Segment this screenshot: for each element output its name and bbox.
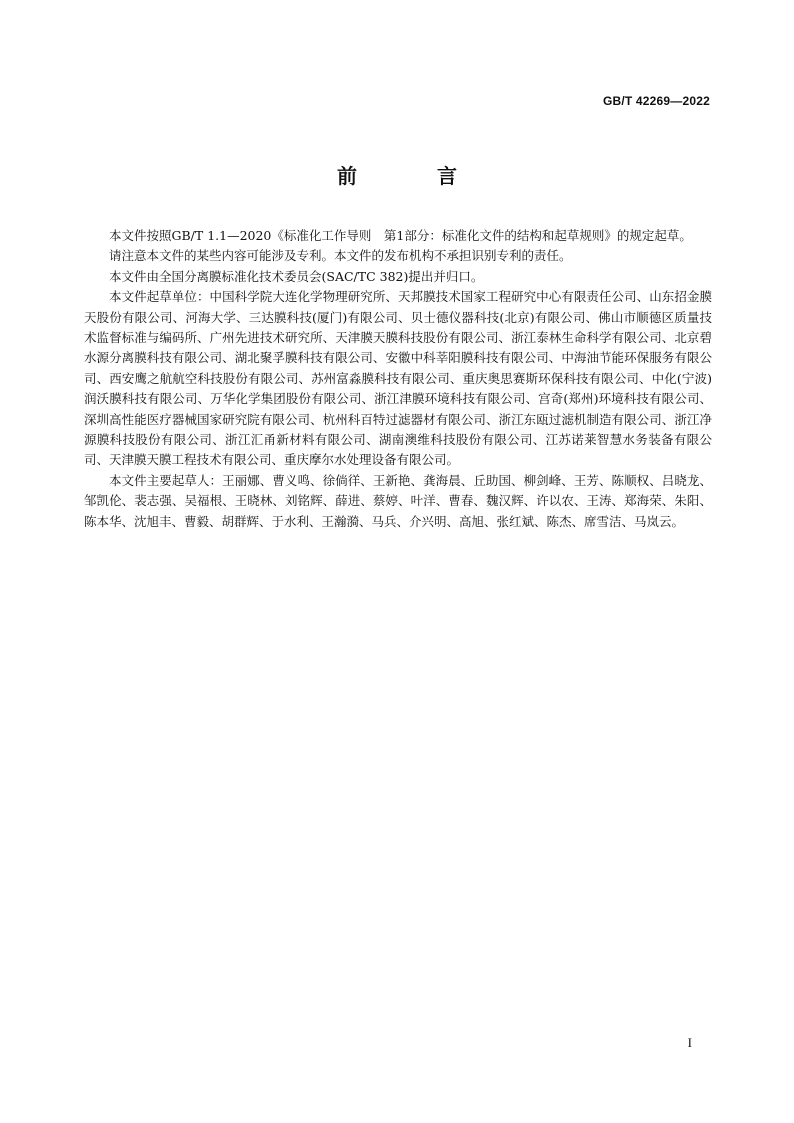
paragraph-drafting-rules: 本文件按照GB/T 1.1—2020《标准化工作导则 第1部分：标准化文件的结构和起草规则》的规定起草。: [109, 228, 692, 243]
paragraph-proposer: 本文件由全国分离膜标准化技术委员会(SAC/TC 382)提出并归口。: [109, 268, 484, 284]
paragraph-drafting-organizations: 本文件起草单位：中国科学院大连化学物理研究所、天邦膜技术国家工程研究中心有限责任公司、山东招金膜天股份有限公司、河海大学、三达膜科技(厦门)有限公司、贝士德仪器科技(北京)有限公司、佛山市顺德区质量技术监督标准与编码所、广州先进技术研究所、天津膜天膜科技股份有限公司、浙江泰林生命科学有限公司、北京碧水源分离膜科技有限公司、湖北聚孚膜科技有限公司、安徽中科莘阳膜科技有限公司、中海油节能环保服务有限公司、西安鹰之航航空科技股份有限公司、苏州富淼膜科技有限公司、重庆奥思赛斯环保科技有限公司、中化(宁波)润沃膜科技有限公司、万华化学集团股份有限公司、浙江津膜环境科技有限公司、宫奇(郑州)环境科技有限公司、深圳高性能医疗器械国家研究院有限公司、杭州科百特过滤器材有限公司、浙江东瓯过滤机制造有限公司、浙江净源膜科技股份有限公司、浙江汇甬新材料有限公司、湖南澳维科技股份有限公司、江苏诺莱智慧水务装备有限公司、天津膜天膜工程技术有限公司、重庆摩尔水处理设备有限公司。: [84, 289, 712, 468]
standard-code: GB/T 42269—2022: [602, 94, 710, 108]
foreword-body: [84, 226, 712, 532]
paragraph-patent-notice: 请注意本文件的某些内容可能涉及专利。本文件的发布机构不承担识别专利的责任。: [109, 248, 572, 264]
page-number: I: [687, 1035, 692, 1050]
page-title: 前 言: [337, 164, 487, 188]
paragraph-drafters: 本文件主要起草人：王丽娜、曹义鸣、徐倘徉、王新艳、龚海晨、丘助国、柳剑峰、王芳、陈顺权、吕晓龙、邹凯伦、裴志强、吴福根、王晓林、刘铭辉、薛进、蔡婷、叶洋、曹春、魏汉辉、许以农、王涛、郑海荣、朱阳、陈本华、沈旭丰、曹毅、胡群辉、于水利、王瀚漪、马兵、介兴明、高旭、张红斌、陈杰、席雪洁、马岚云。: [84, 472, 712, 529]
